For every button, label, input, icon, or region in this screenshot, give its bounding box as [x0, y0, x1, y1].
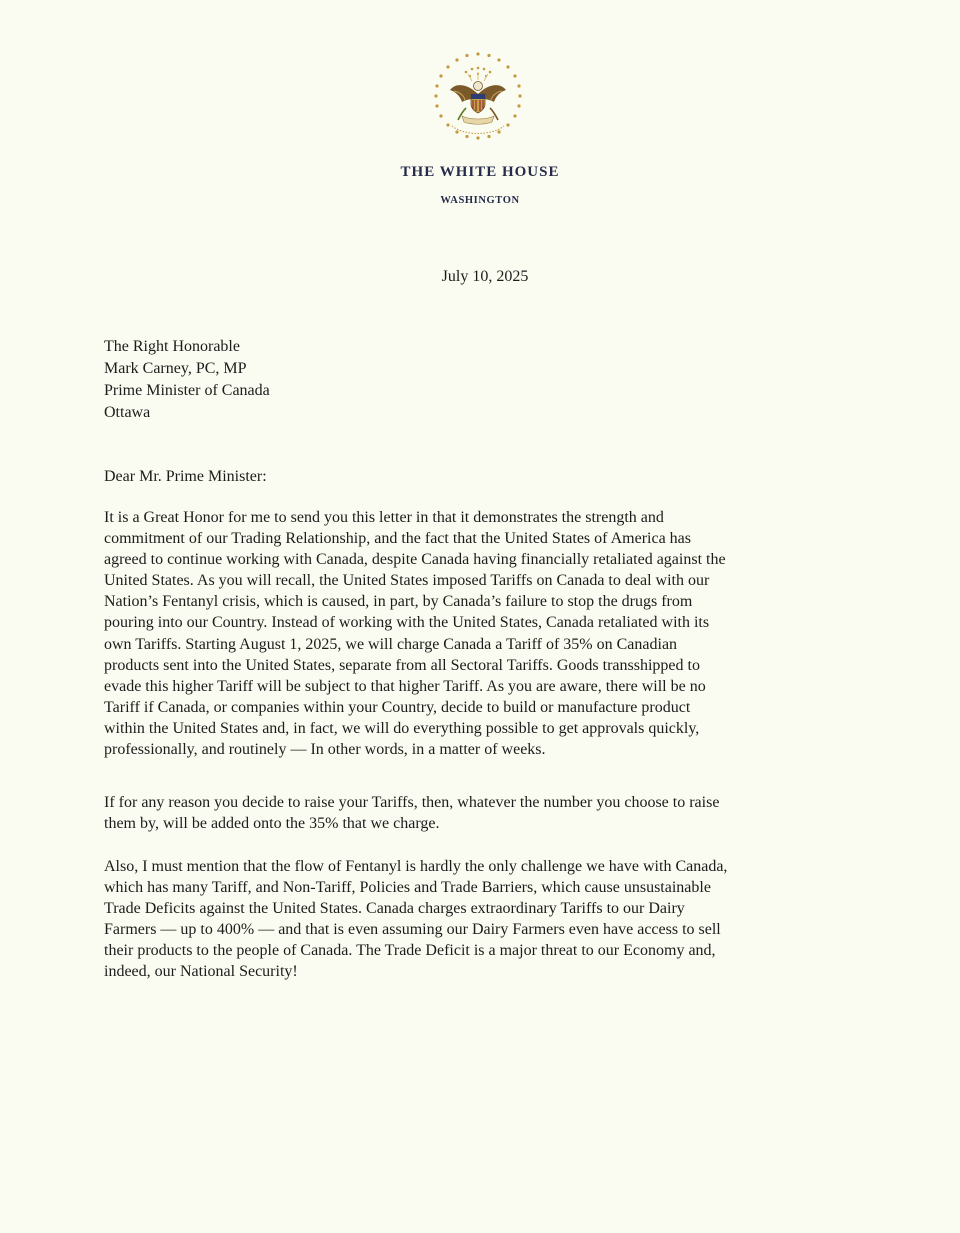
text-line: indeed, our National Security! — [104, 963, 298, 981]
recipient-title: Prime Minister of Canada — [104, 382, 270, 399]
text-line: It is a Great Honor for me to send you this letter in that it demonstrates the strength and — [104, 509, 664, 526]
body-paragraph-2 — [104, 792, 864, 834]
letterhead-subtitle: WASHINGTON — [440, 195, 520, 206]
text-line: pouring into our Country. Instead of working with the United States, Canada retaliated with its — [104, 614, 710, 632]
text-line: within the United States and, in fact, we will do everything possible to get approvals quickly, — [104, 719, 700, 737]
text-line: evade this higher Tariff will be subject to that higher Tariff. As you are aware, there will be no — [104, 677, 706, 695]
body-paragraph-1 — [104, 507, 864, 760]
presidential-seal-icon — [432, 50, 524, 142]
letter-date: July 10, 2025 — [441, 268, 529, 285]
text-line: their products to the people of Canada. The Trade Deficit is a major threat to our Economy and, — [104, 942, 716, 960]
text-line: commitment of our Trading Relationship, and the fact that the United States of America has — [104, 530, 691, 548]
text-line: United States. As you will recall, the United States imposed Tariffs on Canada to deal with our — [104, 572, 710, 590]
text-line: Also, I must mention that the flow of Fentanyl is hardly the only challenge we have with Canada, — [104, 858, 728, 875]
text-line: Farmers — up to 400% — and that is even assuming our Dairy Farmers even have access to sell — [104, 921, 721, 939]
text-line: them by, will be added onto the 35% that we charge. — [104, 815, 440, 833]
recipient-name: Mark Carney, PC, MP — [104, 360, 247, 377]
text-line: products sent into the United States, separate from all Sectoral Tariffs. Goods transshipped to — [104, 656, 700, 674]
text-line: own Tariffs. Starting August 1, 2025, we will charge Canada a Tariff of 35% on Canadian — [104, 635, 678, 653]
text-line: Nation’s Fentanyl crisis, which is caused, in part, by Canada’s failure to stop the drugs from — [104, 593, 693, 611]
text-line: If for any reason you decide to raise your Tariffs, then, whatever the number you choose to raise — [104, 794, 720, 811]
body-paragraph-3 — [104, 856, 864, 983]
recipient-city: Ottawa — [104, 404, 151, 421]
letterhead-title: THE WHITE HOUSE — [400, 164, 560, 180]
text-line: which has many Tariff, and Non-Tariff, Policies and Trade Barriers, which cause unsustainable — [104, 879, 711, 897]
recipient-address — [104, 336, 270, 424]
text-line: professionally, and routinely — In other words, in a matter of weeks. — [104, 741, 546, 759]
salutation: Dear Mr. Prime Minister: — [104, 468, 267, 485]
text-line: Tariff if Canada, or companies within your Country, decide to build or manufacture product — [104, 698, 691, 716]
recipient-honorific: The Right Honorable — [104, 338, 240, 355]
text-line: agreed to continue working with Canada, despite Canada having financially retaliated against the — [104, 551, 726, 569]
text-line: Trade Deficits against the United States. Canada charges extraordinary Tariffs to our Dairy — [104, 900, 685, 918]
